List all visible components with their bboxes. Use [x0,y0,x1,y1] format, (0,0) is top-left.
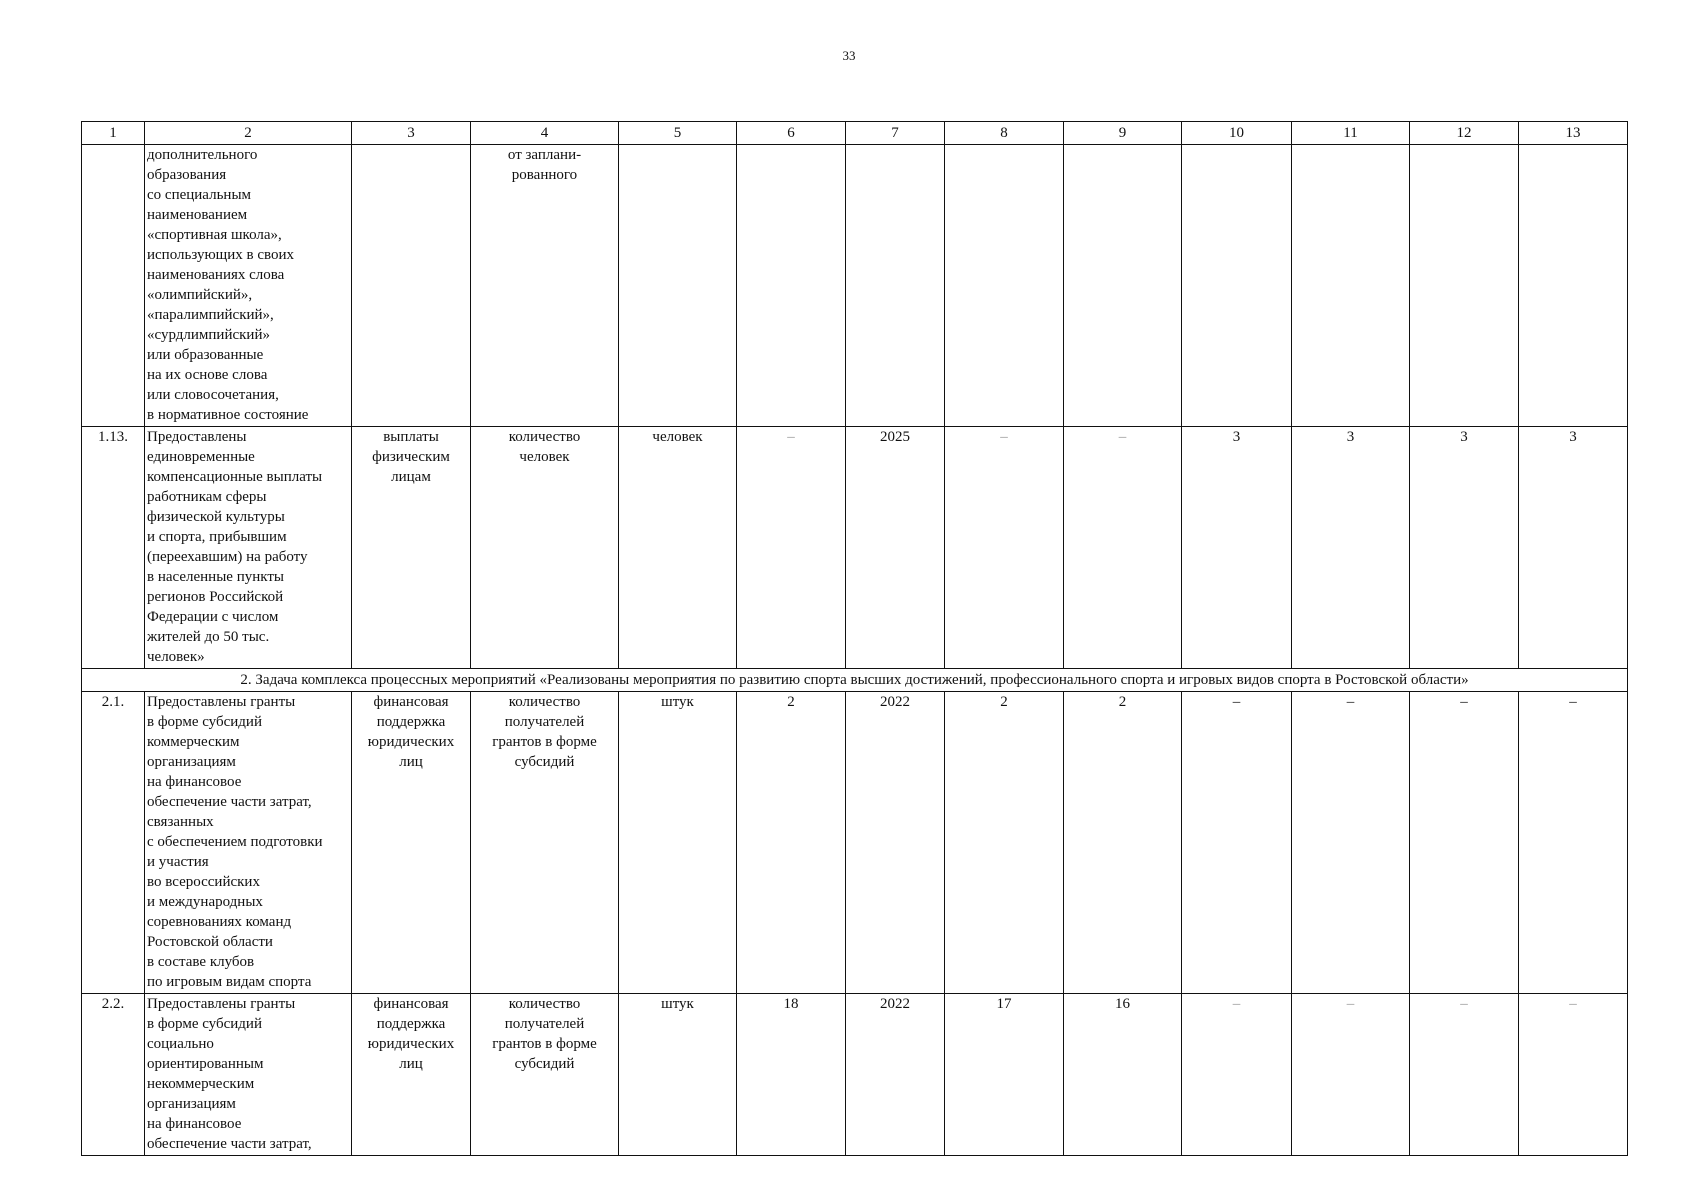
result-name: Предоставлены гранты в форме субсидий социально ориентированным некоммерческим организациям на финансовое обеспечение части затрат, [145,994,352,1156]
value-cell: 3 [1410,427,1519,669]
header-cell: 2 [145,122,352,145]
header-cell: 3 [352,122,471,145]
row-number: 2.1. [82,692,145,994]
section-row [82,669,1628,692]
value-cell: – [1519,994,1628,1156]
value-cell: 3 [1182,427,1292,669]
value-cell: 2 [1064,692,1182,994]
result-name: Предоставлены единовременные компенсационные выплаты работникам сферы физической культуры и спорта, прибывшим (переехавшим) на работу в населенные пункты регионов Российской Федерации с числом жителей до 50 тыс. человек» [145,427,352,669]
unit-cell: штук [619,994,737,1156]
header-cell: 1 [82,122,145,145]
value-cell: – [1519,692,1628,994]
section-title: 2. Задача комплекса процессных мероприятий «Реализованы мероприятия по развитию спорта высших достижений, профессионального спорта и игровых видов спорта в Ростовской области» [82,669,1628,692]
page-number: 33 [842,48,856,63]
value-cell: – [1182,994,1292,1156]
table-cell [945,145,1064,427]
year-cell: 2022 [846,994,945,1156]
header-cell: 10 [1182,122,1292,145]
row-number [82,145,145,427]
header-cell: 8 [945,122,1064,145]
row-number: 2.2. [82,994,145,1156]
indicator-name: количество получателей грантов в форме субсидий [471,994,619,1156]
table-row [82,994,1628,1156]
header-cell: 9 [1064,122,1182,145]
table-cell [619,145,737,427]
table-cell [846,145,945,427]
header-cell: 11 [1292,122,1410,145]
unit-cell: штук [619,692,737,994]
year-cell: 2025 [846,427,945,669]
result-type: финансовая поддержка юридических лиц [352,692,471,994]
result-name: дополнительного образования со специальным наименованием «спортивная школа», использующих в своих наименованиях слова «олимпийский», «паралимпийский», «сурдлимпийский» или образованные на их основе слова или словосочетания, в нормативное состояние [145,145,352,427]
table-cell [1182,145,1292,427]
header-cell: 6 [737,122,846,145]
table-cell [1519,145,1628,427]
value-cell: 17 [945,994,1064,1156]
value-cell: – [1292,994,1410,1156]
header-cell: 13 [1519,122,1628,145]
unit-cell: человек [619,427,737,669]
value-cell: 3 [1292,427,1410,669]
result-type [352,145,471,427]
table-cell [1292,145,1410,427]
result-type: выплаты физическим лицам [352,427,471,669]
value-cell: – [1410,692,1519,994]
table-cell [1064,145,1182,427]
table-row [82,145,1628,427]
table-row [82,692,1628,994]
result-type: финансовая поддержка юридических лиц [352,994,471,1156]
table-cell [1410,145,1519,427]
value-cell: – [945,427,1064,669]
value-cell: – [1182,692,1292,994]
value-cell: – [737,427,846,669]
table-row [82,427,1628,669]
indicator-name: от заплани- рованного [471,145,619,427]
result-name: Предоставлены гранты в форме субсидий коммерческим организациям на финансовое обеспечение части затрат, связанных с обеспечением подготовки и участия во всероссийских и международных соревнованиях команд Ростовской области в составе клубов по игровым видам спорта [145,692,352,994]
value-cell: 16 [1064,994,1182,1156]
value-cell: 18 [737,994,846,1156]
indicator-name: количество получателей грантов в форме субсидий [471,692,619,994]
header-cell: 7 [846,122,945,145]
indicators-table [81,121,1628,1156]
header-cell: 5 [619,122,737,145]
value-cell: 2 [945,692,1064,994]
value-cell: 3 [1519,427,1628,669]
indicator-name: количество человек [471,427,619,669]
table-cell [737,145,846,427]
header-cell: 12 [1410,122,1519,145]
header-row [82,122,1628,145]
value-cell: 2 [737,692,846,994]
year-cell: 2022 [846,692,945,994]
value-cell: – [1292,692,1410,994]
value-cell: – [1410,994,1519,1156]
value-cell: – [1064,427,1182,669]
row-number: 1.13. [82,427,145,669]
header-cell: 4 [471,122,619,145]
